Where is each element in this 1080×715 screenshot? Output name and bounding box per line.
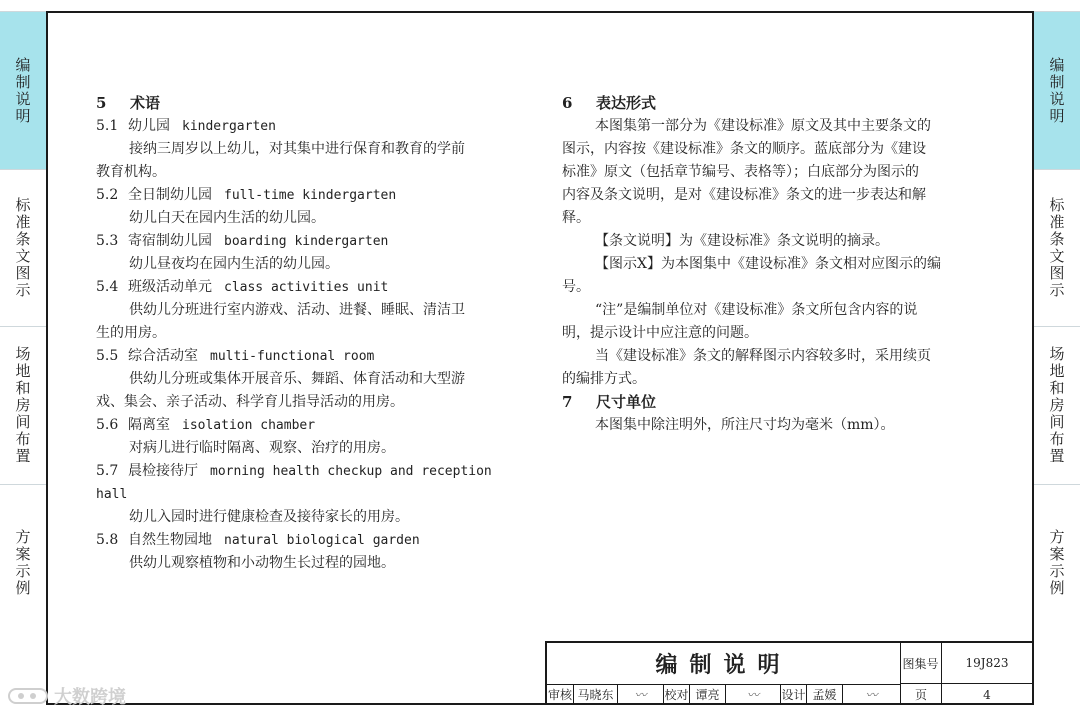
paragraph-line: 明，提示设计中应注意的问题。 (562, 325, 758, 341)
term-heading: 5.2 全日制幼儿园 full-time kindergarten (96, 187, 397, 203)
terms-section (96, 92, 520, 575)
paragraph-line: 号。 (562, 279, 590, 295)
paragraph-line: 本图集中除注明外，所注尺寸均为毫米（mm）。 (595, 417, 895, 433)
atlas-label: 图集号 (900, 643, 942, 684)
term-desc: 生的用房。 (96, 325, 166, 341)
tab-left-standards[interactable]: 标准条文图示 (0, 169, 46, 326)
drawing-title: 编制说明 (547, 643, 901, 685)
check-name: 谭亮 (689, 684, 725, 705)
page-label: 页 (900, 684, 942, 705)
tab-right-standards[interactable]: 标准条文图示 (1034, 169, 1080, 326)
term-heading: 5.6 隔离室 isolation chamber (96, 417, 316, 433)
paragraph-line: 释。 (562, 210, 590, 226)
left-section-tabs (0, 11, 46, 641)
tab-right-site-layout[interactable]: 场地和房间布置 (1034, 326, 1080, 484)
term-heading: 5.4 班级活动单元 class activities unit (96, 279, 389, 295)
paragraph-line: 【条文说明】为《建设标准》条文说明的摘录。 (595, 233, 889, 249)
atlas-number: 19J823 (942, 643, 1032, 684)
term-heading: 5.8 自然生物园地 natural biological garden (96, 532, 420, 548)
term-desc: 供幼儿分班进行室内游戏、活动、进餐、睡眠、清洁卫 (129, 302, 465, 318)
paragraph-line: 本图集第一部分为《建设标准》原文及其中主要条文的 (595, 118, 931, 134)
page-number: 4 (983, 687, 991, 702)
term-desc: 戏、集会、亲子活动、科学育儿指导活动的用房。 (96, 394, 404, 410)
term-desc: 接纳三周岁以上幼儿，对其集中进行保育和教育的学前 (129, 141, 465, 157)
title-block (545, 641, 1034, 705)
term-desc: 幼儿入园时进行健康检查及接待家长的用房。 (129, 509, 409, 525)
section-heading-terms: 5 术语 (96, 94, 161, 112)
watermark: 大数跨境 (8, 683, 126, 709)
design-label: 设计 (780, 684, 806, 705)
tab-left-site-layout[interactable]: 场地和房间布置 (0, 326, 46, 484)
review-signature: 〰 (617, 684, 663, 705)
paragraph-line: “注”是编制单位对《建设标准》条文所包含内容的说 (595, 302, 918, 318)
section-heading-units: 7 尺寸单位 (562, 393, 657, 411)
term-desc: 对病儿进行临时隔离、观察、治疗的用房。 (129, 440, 395, 456)
design-signature: 〰 (842, 684, 900, 705)
term-desc: 幼儿白天在园内生活的幼儿园。 (129, 210, 325, 226)
term-desc: 供幼儿分班或集体开展音乐、舞蹈、体育活动和大型游 (129, 371, 465, 387)
term-heading: 5.1 幼儿园 kindergarten (96, 118, 276, 134)
term-desc: 供幼儿观察植物和小动物生长过程的园地。 (129, 555, 395, 571)
term-heading: 5.5 综合活动室 multi-functional room (96, 348, 375, 364)
tab-left-examples[interactable]: 方案示例 (0, 484, 46, 641)
section-heading-expression: 6 表达形式 (562, 94, 657, 112)
paragraph-line: 图示，内容按《建设标准》条文的顺序。蓝底部分为《建设 (562, 141, 926, 157)
design-name: 孟媛 (806, 684, 842, 705)
term-heading: 5.7 晨检接待厅 morning health checkup and reception (96, 463, 492, 479)
tab-right-examples[interactable]: 方案示例 (1034, 484, 1080, 641)
paragraph-line: 的编排方式。 (562, 371, 646, 387)
term-heading: 5.3 寄宿制幼儿园 boarding kindergarten (96, 233, 389, 249)
review-name: 马晓东 (573, 684, 617, 705)
chat-bubble-icon (8, 688, 48, 704)
term-desc: 教育机构。 (96, 164, 166, 180)
term-desc: 幼儿昼夜均在园内生活的幼儿园。 (129, 256, 339, 272)
tab-left-intro[interactable]: 编制说明 (0, 11, 46, 169)
expression-section (562, 92, 982, 437)
right-section-tabs (1034, 11, 1080, 641)
term-heading-continued: hall (96, 487, 128, 502)
paragraph-line: 【图示Ⅹ】为本图集中《建设标准》条文相对应图示的编 (595, 256, 941, 272)
paragraph-line: 内容及条文说明，是对《建设标准》条文的进一步表达和解 (562, 187, 926, 203)
tab-right-intro[interactable]: 编制说明 (1034, 11, 1080, 169)
review-label: 审核 (547, 688, 572, 702)
paragraph-line: 当《建设标准》条文的解释图示内容较多时，采用续页 (595, 348, 931, 364)
check-label: 校对 (663, 684, 689, 705)
check-signature: 〰 (725, 684, 780, 705)
paragraph-line: 标准》原文（包括章节编号、表格等）；白底部分为图示的 (562, 164, 919, 180)
